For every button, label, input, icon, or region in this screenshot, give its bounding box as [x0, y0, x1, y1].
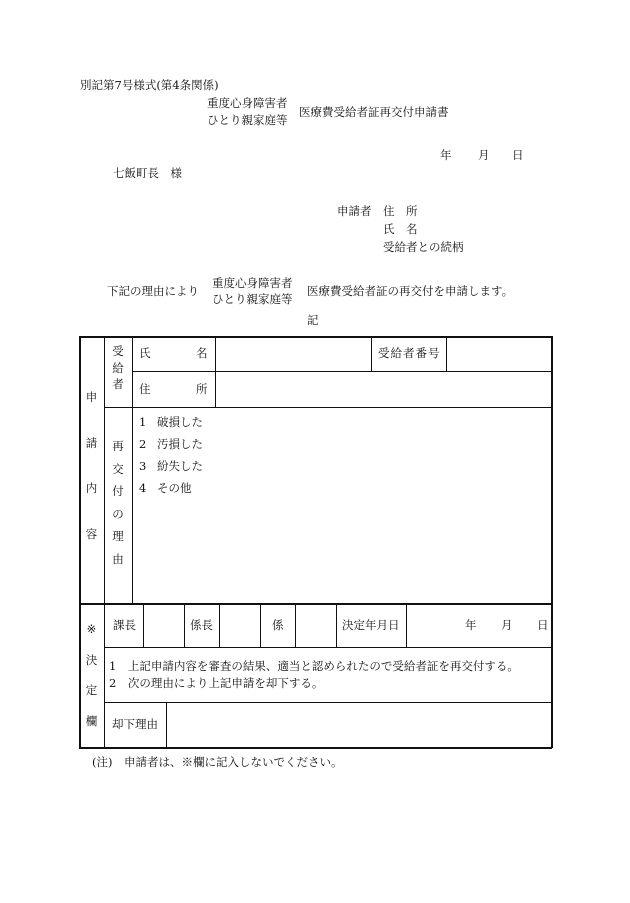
section-request-label: 申 請 内 容	[85, 390, 98, 541]
decision-date-label: 決定年月日	[342, 618, 400, 632]
approval-line-7	[406, 603, 407, 647]
date-day-label: 日	[512, 148, 524, 162]
staff-stamp[interactable]	[296, 604, 336, 647]
rejection-reason-field[interactable]	[167, 703, 551, 747]
applicant-name-label: 氏 名	[383, 222, 418, 236]
request-suffix: 医療費受給者証の再交付を申請します。	[307, 284, 514, 298]
row-line-address	[104, 407, 552, 408]
table-border-bottom	[79, 747, 552, 749]
form-number: 別記第7号様式(第4条関係)	[80, 78, 219, 92]
rejection-reason-label: 却下理由	[112, 717, 158, 731]
decision-day-label: 日	[537, 618, 549, 632]
table-border-right	[551, 336, 553, 748]
cert-number-field[interactable]	[447, 337, 551, 371]
reason-label: 再 交 付 の 理 由	[112, 439, 124, 566]
reason-option[interactable]: 1 破損した	[139, 415, 203, 429]
date-month-label: 月	[478, 148, 490, 162]
approval-line-6	[336, 603, 337, 647]
decision-month-label: 月	[501, 618, 513, 632]
subsection-chief-stamp[interactable]	[220, 604, 260, 647]
request-option-single-parent: ひとり親家庭等	[212, 292, 293, 306]
decision-option-reject[interactable]: 2 次の理由により上記申請を却下する。	[109, 676, 324, 690]
name-label-first: 氏	[139, 346, 151, 360]
footer-note: (注) 申請者は、※欄に記入しないでください。	[92, 755, 343, 769]
name-label-second: 名	[196, 346, 208, 360]
address-label-first: 住	[139, 382, 151, 396]
applicant-address-label: 住 所	[383, 204, 418, 218]
request-prefix: 下記の理由により	[107, 284, 199, 298]
reason-option[interactable]: 2 汚損した	[139, 437, 203, 451]
request-option-disabled: 重度心身障害者	[212, 276, 293, 290]
applicant-label: 申請者	[337, 204, 372, 218]
address-field[interactable]	[216, 372, 551, 407]
section-chief-stamp[interactable]	[144, 604, 184, 647]
addressee: 七飯町長 様	[113, 166, 182, 180]
staff-label: 係	[272, 618, 284, 632]
name-field[interactable]	[216, 337, 370, 371]
sub-column-line	[132, 336, 133, 603]
document-title: 医療費受給者証再交付申請書	[299, 105, 449, 119]
title-option-single-parent: ひとり親家庭等	[207, 113, 288, 127]
section-decision-label: ※ 決 定 欄	[85, 622, 98, 728]
applicant-relation-label: 受給者との続柄	[383, 240, 464, 254]
address-label-second: 所	[196, 382, 208, 396]
section-chief-label: 課長	[113, 618, 136, 632]
decision-option-approve[interactable]: 1 上記申請内容を審査の結果、適当と認められたので受給者証を再交付する。	[109, 659, 519, 673]
decision-year-label: 年	[465, 618, 477, 632]
date-year-label: 年	[440, 148, 452, 162]
title-option-disabled: 重度心身障害者	[207, 96, 288, 110]
approval-line-4	[260, 603, 261, 647]
reason-option[interactable]: 3 紛失した	[139, 459, 203, 473]
reason-option[interactable]: 4 その他	[139, 481, 192, 495]
ki-label: 記	[307, 313, 319, 327]
cert-number-label: 受給者番号	[378, 346, 441, 360]
subsection-chief-label: 係長	[190, 618, 213, 632]
recipient-label: 受 給 者	[112, 344, 124, 391]
cert-label-left-line	[371, 336, 372, 371]
approval-line-2	[184, 603, 185, 647]
row-line-approvals	[104, 647, 552, 648]
